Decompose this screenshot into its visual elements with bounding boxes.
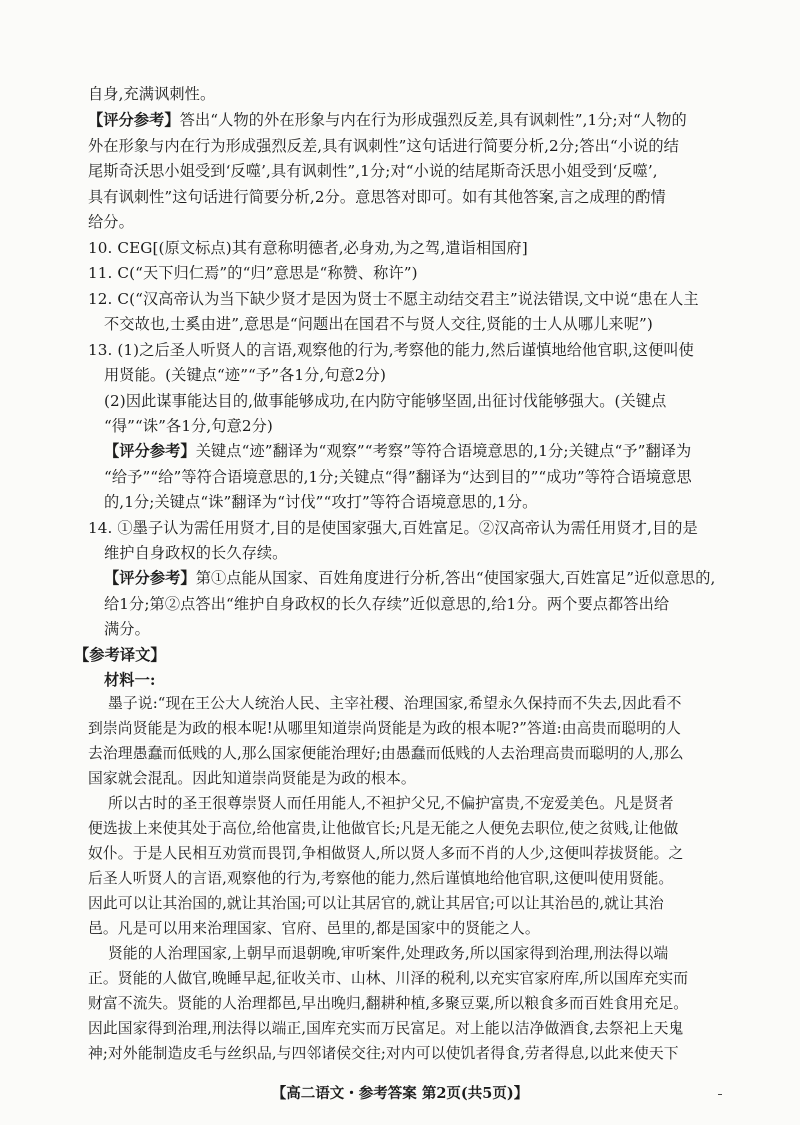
text-segment: 尾斯奇沃思小姐受到‘反噬’,具有讽刺性”,1分;对“小说的结尾斯奇沃思小姐受到‘反噬’, <box>88 162 658 180</box>
bold-label: 【评分参考】 <box>104 442 196 460</box>
text-segment: 墨子说:“现在王公大人统治人民、主宰社稷、治理国家,希望永久保持而不失去,因此看不 <box>108 695 682 712</box>
text-segment: 国家就会混乱。因此知道崇尚贤能是为政的根本。 <box>88 770 416 787</box>
text-segment: 维护自身政权的长久存续。 <box>104 544 288 562</box>
text-line <box>88 819 678 839</box>
text-line <box>88 136 679 156</box>
text-segment: “得”“诛”各1分,句意2分) <box>104 417 273 435</box>
text-line <box>88 894 664 914</box>
text-line <box>108 944 668 964</box>
text-segment: 因此国家得到治理,刑法得以端正,国库充实而万民富足。对上能以洁净做酒食,去祭祀上天鬼 <box>88 1020 684 1037</box>
text-line <box>104 492 537 512</box>
text-line <box>88 340 694 360</box>
text-line <box>104 670 156 690</box>
text-line <box>104 467 692 487</box>
text-segment: 所以古时的圣王很尊崇贤人而任用能人,不袒护父兄,不偏护富贵,不宠爱美色。凡是贤者 <box>108 795 674 812</box>
text-line <box>74 645 166 665</box>
text-segment: 贤能的人治理国家,上朝早而退朝晚,审听案件,处理政务,所以国家得到治理,刑法得以端 <box>108 945 669 962</box>
corner-mark <box>718 1094 722 1095</box>
text-line <box>88 744 684 764</box>
text-segment: 神;对外能制造皮毛与丝织品,与四邻诸侯交往;对内可以使饥者得食,劳者得息,以此来使天下 <box>88 1045 679 1062</box>
bold-label: 材料一: <box>104 671 156 689</box>
text-line <box>108 794 674 814</box>
text-line <box>88 110 687 130</box>
text-line <box>104 365 386 385</box>
text-line <box>104 391 666 411</box>
text-segment: 邑。凡是可以用来治理国家、官府、邑里的,都是国家中的贤能之人。 <box>88 920 540 937</box>
text-line <box>88 769 416 789</box>
text-segment: 去治理愚蠢而低贱的人,那么国家便能治理好;由愚蠢而低贱的人去治理高贵而聪明的人,那么 <box>88 745 684 762</box>
text-segment: 具有讽刺性”这句话进行简要分析,2分。意思答对即可。如有其他答案,言之成理的酌情 <box>88 188 666 206</box>
text-segment: 财富不流失。贤能的人治理都邑,早出晚归,翻耕种植,多聚豆粟,所以粮食多而百姓食用充足。 <box>88 995 689 1012</box>
text-line <box>88 238 528 258</box>
text-line <box>88 844 683 864</box>
text-segment: 满分。 <box>104 620 150 638</box>
text-line <box>88 1044 679 1064</box>
text-segment: 便选拔上来使其处于高位,给他富贵,让他做官长;凡是无能之人便免去职位,使之贫贱,让他做 <box>88 820 679 837</box>
text-segment: 答出“人物的外在形象与内在行为形成强烈反差,具有讽刺性”,1分;对“人物的 <box>179 111 687 129</box>
text-line <box>88 719 681 739</box>
text-segment: 10. CEG[(原文标点)其有意称明德者,必身劝,为之驾,遣诣相国府] <box>88 239 528 257</box>
text-line <box>88 263 418 283</box>
text-line <box>88 969 688 989</box>
text-segment: 14. ①墨子认为需任用贤才,目的是使国家强大,百姓富足。②汉高帝认为需任用贤才,目的是 <box>88 519 698 537</box>
text-segment: 正。贤能的人做官,晚睡早起,征收关市、山林、川泽的税利,以充实官家府库,所以国库充实而 <box>88 970 689 987</box>
text-line <box>108 694 682 714</box>
text-line <box>88 869 673 889</box>
text-segment: 11. C(“天下归仁焉”的“归”意思是“称赞、称许”) <box>88 264 418 282</box>
text-segment: 的,1分;关键点“诛”翻译为“讨伐”“攻打”等符合语境意思的,1分。 <box>104 493 538 511</box>
text-line <box>104 594 669 614</box>
text-segment: 13. (1)之后圣人听贤人的言语,观察他的行为,考察他的能力,然后谨慎地给他官职,这便叫使 <box>88 341 694 359</box>
text-line <box>88 187 666 207</box>
text-segment: 后圣人听贤人的言语,观察他的行为,考察他的能力,然后谨慎地给他官职,这便叫使用贤能。 <box>88 870 674 887</box>
text-line <box>104 314 653 334</box>
text-segment: 因此可以让其治国的,就让其治国;可以让其居官的,就让其居官;可以让其治邑的,就让其治 <box>88 895 664 912</box>
text-segment: “给予”“给”等符合语境意思的,1分;关键点“得”翻译为“达到目的”“成功”等符合语境意思 <box>104 468 692 486</box>
text-line <box>88 919 540 939</box>
text-segment: 到崇尚贤能是为政的根本呢!从哪里知道崇尚贤能是为政的根本呢?”答道:由高贵而聪明的人 <box>88 720 681 737</box>
bold-label: 【评分参考】 <box>88 111 180 129</box>
text-segment: 12. C(“汉高帝认为当下缺少贤才是因为贤士不愿主动结交君主”说法错误,文中说“患在人主 <box>88 290 699 308</box>
text-line <box>88 518 698 538</box>
text-segment: 第①点能从国家、百姓角度进行分析,答出“使国家强大,百姓富足”近似意思的, <box>195 569 716 587</box>
text-line <box>88 84 215 104</box>
text-line <box>104 441 691 461</box>
text-segment: 奴仆。于是人民相互劝赏而畏罚,争相做贤人,所以贤人多而不肖的人少,这便叫荐拔贤能。之 <box>88 845 684 862</box>
text-segment: 外在形象与内在行为形成强烈反差,具有讽刺性”这句话进行简要分析,2分;答出“小说的结 <box>88 137 679 155</box>
text-line <box>88 994 688 1014</box>
text-line <box>88 1019 683 1039</box>
text-segment: 关键点“迹”翻译为“观察”“考察”等符合语境意思的,1分;关键点“予”翻译为 <box>195 442 692 460</box>
text-segment: 自身,充满讽刺性。 <box>88 85 216 103</box>
text-segment: (2)因此谋事能达目的,做事能够成功,在内防守能够坚固,出征讨伐能够强大。(关键点 <box>104 392 667 410</box>
text-line <box>88 212 134 232</box>
text-segment: 用贤能。(关键点“迹”“予”各1分,句意2分) <box>104 366 386 384</box>
text-segment: 给1分;第②点答出“维护自身政权的长久存续”近似意思的,给1分。两个要点都答出给 <box>104 595 670 613</box>
text-line <box>104 543 287 563</box>
bold-label: 【参考译文】 <box>74 646 166 664</box>
text-line <box>104 568 715 588</box>
text-line <box>88 161 658 181</box>
text-line <box>104 619 150 639</box>
page-footer: 【高二语文・参考答案 第2页(共5页)】 <box>271 1085 529 1102</box>
text-line <box>88 289 699 309</box>
bold-label: 【评分参考】 <box>104 569 196 587</box>
text-segment: 不交故也,士奚由进”,意思是“问题出在国君不与贤人交往,贤能的士人从哪儿来呢”) <box>104 315 653 333</box>
text-line <box>104 416 273 436</box>
text-segment: 给分。 <box>88 213 134 231</box>
